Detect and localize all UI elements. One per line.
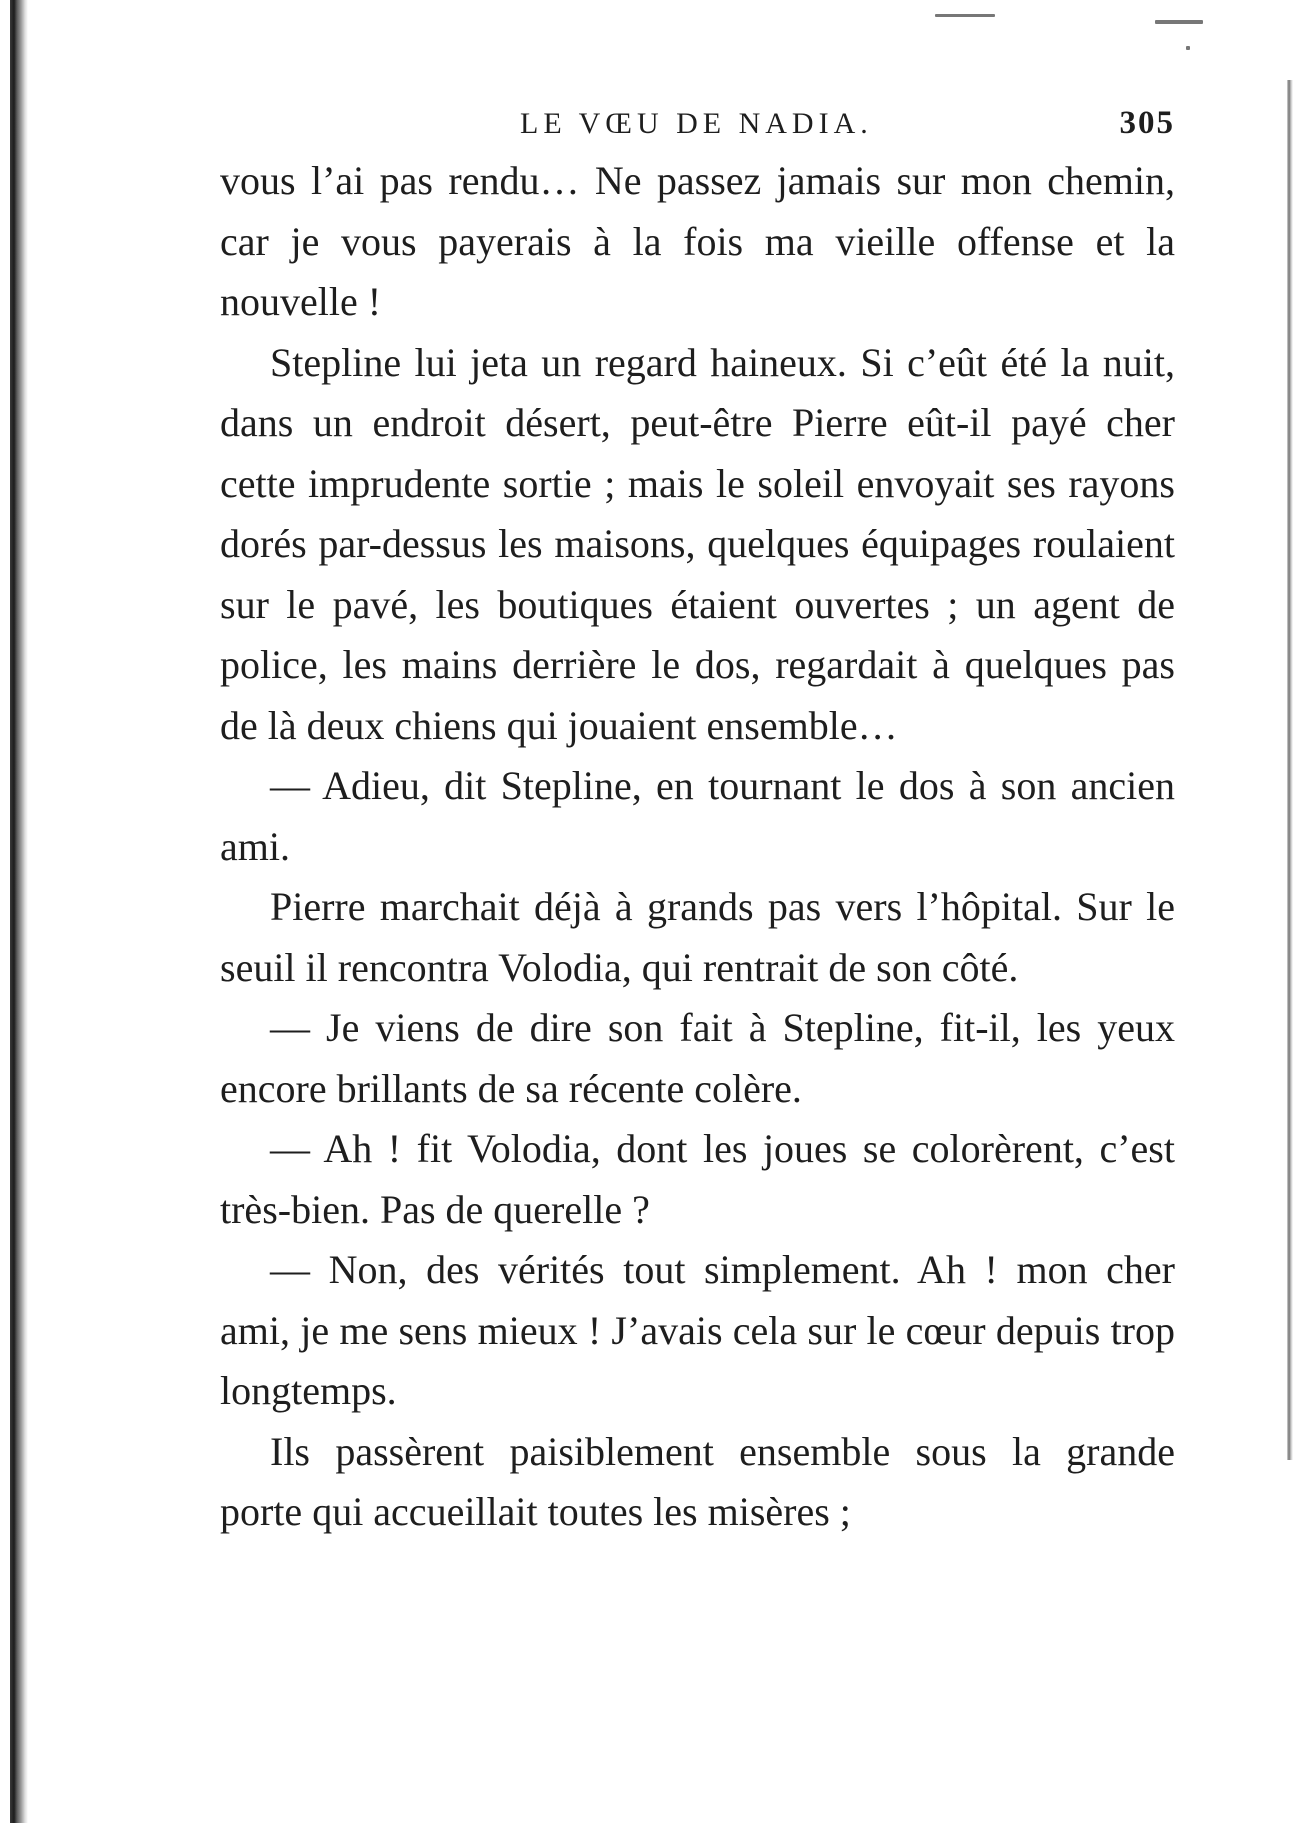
scan-speck bbox=[935, 14, 995, 17]
paragraph: — Adieu, dit Stepline, en tournant le dos à son ancien ami. bbox=[220, 763, 1175, 869]
page-number: 305 bbox=[1119, 105, 1175, 141]
running-header bbox=[220, 95, 1175, 151]
paragraph: — Non, des vérités tout simplement. Ah ! mon cher ami, je me sens mieux ! J’avais cela sur le cœur depuis trop longtemps. bbox=[220, 1247, 1175, 1413]
paragraph: Stepline lui jeta un regard haineux. Si c’eût été la nuit, dans un endroit désert, peut-être Pierre eût-il payé cher cette imprudente sortie ; mais le soleil envoyait ses rayons dorés par-dessus les maisons, quelques équipages roulaient sur le pavé, les boutiques étaient ouvertes ; un agent de police, les mains derrière le dos, regardait à quelques pas de là deux chiens qui jouaient ensemble… bbox=[220, 339, 1175, 748]
scan-speck bbox=[1186, 46, 1190, 50]
body-text bbox=[220, 151, 1175, 1543]
paragraph: vous l’ai pas rendu… Ne passez jamais sur mon chemin, car je vous payerais à la fois ma vieille offense et la nouvelle ! bbox=[220, 158, 1175, 324]
paragraph: Ils passèrent paisiblement ensemble sous la grande porte qui accueillait toutes les misères ; bbox=[220, 1428, 1175, 1534]
scan-right-edge bbox=[1287, 80, 1293, 1460]
paragraph: Pierre marchait déjà à grands pas vers l’hôpital. Sur le seuil il rencontra Volodia, qui rentrait de son côté. bbox=[220, 884, 1175, 990]
paragraph: — Ah ! fit Volodia, dont les joues se colorèrent, c’est très-bien. Pas de querelle ? bbox=[220, 1126, 1175, 1232]
paragraph: — Je viens de dire son fait à Stepline, fit-il, les yeux encore brillants de sa récente colère. bbox=[220, 1005, 1175, 1111]
running-title: LE VŒU DE NADIA. bbox=[520, 107, 873, 140]
scan-speck bbox=[1155, 20, 1203, 24]
book-page bbox=[220, 95, 1175, 1543]
scan-left-edge bbox=[10, 0, 28, 1823]
